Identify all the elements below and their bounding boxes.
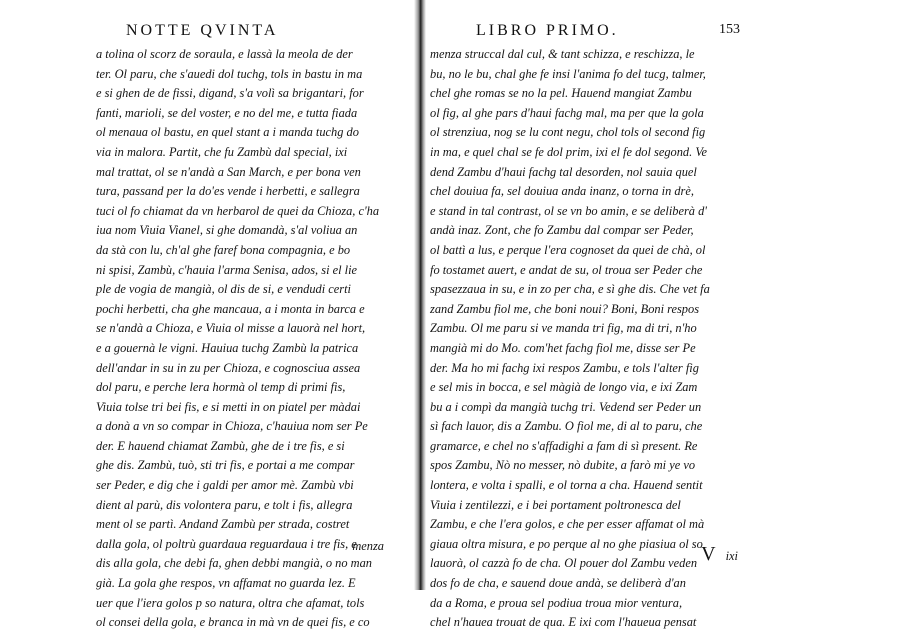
text-line: ol strenziua, nog se lu cont negu, chol tols ol second fig [430,125,706,140]
text-line: pochi herbetti, cha ghe mancaua, a i monta in barca e [96,301,365,316]
text-line: ol battì a lus, e perque l'era cognoset da quei de chà, ol [430,242,706,257]
text-line: ol fig, al ghe pars d'haui fachg mal, ma per que la gola [430,105,704,120]
catchword: menza [352,539,384,553]
text-line: da a Roma, e proua sel podiua troua mior ventura, [430,595,683,610]
text-line: a donà a vn so compar in Chioza, c'hauiua nom ser Pe [96,419,368,434]
text-line: spasezzaua in su, e in zo per cha, e sì ghe dis. Che vet fa [430,282,710,297]
right-text-block [430,45,742,633]
text-line: chel douiua fa, sel douiua anda inanz, o torna in drè, [430,184,694,199]
text-line: dos fo de cha, e sauend doue andà, se deliberà d'an [430,576,686,591]
catchword: ixi [725,549,738,563]
text-line: ol consei della gola, e branca in mà vn de quei fis, e co [96,615,370,630]
text-line: ment ol se partì. Andand Zambù per strada, costret [96,517,350,532]
text-line: ser Peder, e dig che i galdi per amor mè. Zambù vbi [96,478,354,493]
text-line: ni spisi, Zambù, c'hauia l'arma Senisa, ados, si el lie [96,262,358,277]
text-line: spos Zambu, Nò no messer, nò dubite, a farò mi ye vo [430,458,696,473]
text-line: fanti, marioli, se del voster, e no del me, e tutta fiada [96,105,358,120]
text-line: uer que l'iera golos p so natura, oltra che afamat, tols [96,595,365,610]
text-line: via in malora. Partit, che fu Zambù dal special, ixi [96,144,348,159]
text-line: e stand in tal contrast, ol se vn bo amin, e se deliberà d' [430,203,707,218]
book-gutter [414,0,426,590]
text-line: Viuia tolse tri bei fis, e si metti in on piatel per màdai [96,399,361,414]
left-page [92,22,414,630]
page-number: 153 [719,22,740,37]
signature-mark: V [701,543,716,565]
text-line: a tolina ol scorz de soraula, e lassà la meola de der [96,47,353,61]
text-line: Zambu, e che l'era golos, e che per esser affamat ol mà [430,517,705,532]
text-line: andà inaz. Zont, che fo Zambu dal compar ser Peder, [430,223,694,238]
text-line: bu a i compì da mangià tuchg tri. Vedend ser Peder un [430,399,702,414]
text-line: chel ghe romas se no la pel. Hauend mangiat Zambu [430,86,692,101]
text-line: giaua oltra misura, e po perque al no ghe piasiua ol so [430,536,703,551]
text-line: mangià mi do Mo. com'het fachg fiol me, disse ser Pe [430,340,696,355]
text-line: tura, passand per la do'es vende i herbetti, e sallegra [96,184,360,199]
text-line: chel n'hauea trouat de qua. E ixi com l'haueua pensat [430,615,697,630]
text-line: dend Zambu d'haui fachg tal desorden, nol sauia quel [430,164,697,179]
right-page [426,22,742,630]
text-line: lontera, e volta i spalli, e ol torna a cha. Hauend sentit [430,478,703,493]
text-line: ple de vogia de mangià, ol dis de si, e vendudi certi [96,282,351,297]
text-line: in ma, e quel chal se fe dol prim, ixi el fe dol segond. Ve [430,144,708,159]
text-line: dalla gola, ol poltrù guardaua reguardaua i tre fis, e [96,536,357,551]
text-line: iua nom Viuia Vianel, si ghe domandà, s'al voliua an [96,223,358,238]
text-line: dol paru, e perche lera hormà ol temp di primi fis, [96,380,346,395]
text-line: da stà con lu, ch'al ghe faref bona compagnia, e bo [96,242,351,257]
text-line: lauorà, ol cazzà fo de cha. Ol pouer dol Zambu veden [430,556,698,571]
text-line: se n'andà a Chioza, e Viuia ol misse a lauorà nel hort, [96,321,366,336]
text-line: bu, no le bu, chal ghe fe insi l'anima fo del tucg, talmer, [430,66,706,81]
text-line: e sel mis in bocca, e sel màgià de longo via, e ixi Zam [430,380,698,395]
text-line: der. Ma ho mi fachg ixi respos Zambu, e tols l'alter fig [430,360,699,375]
running-head: LIBRO PRIMO. [476,22,619,39]
running-head: NOTTE QVINTA [126,22,279,39]
text-line: già. La gola ghe respos, vn affamat no guarda lez. E [96,576,356,591]
text-line: mal trattat, ol se n'andà a San March, e per bona ven [96,164,361,179]
text-line: sì fach lauor, dis a Zambu. O fiol me, di al to paru, che [430,419,703,434]
text-line: ter. Ol paru, che s'auedi dol tuchg, tols in bastu in ma [96,66,363,81]
text-line: fo tostamet auert, e andat de su, ol troua ser Peder che [430,262,703,277]
text-line: ghe dis. Zambù, tuò, sti tri fis, e portai a me compar [96,458,355,473]
text-line: menza struccal dal cul, & tant schizza, e reschizza, le [430,47,695,61]
text-line: Viuia i zentilezzi, e i bei portament poltronesca del [430,497,681,512]
signature-and-catchword [701,543,738,566]
text-line: dient al parù, dis volontera paru, e tolt i fis, allegra [96,497,353,512]
text-line: gramarce, e chel no s'affadighi a fam di sì present. Re [430,438,698,453]
text-line: ol menaua ol bastu, en quel stant a i manda tuchg do [96,125,359,140]
text-line: dis alla gola, che debi fa, ghen debbi mangià, o no man [96,556,373,571]
text-line: Zambu. Ol me paru si ve manda tri fig, ma di tri, n'ho [430,321,697,336]
text-line: zand Zambu fiol me, che boni noui? Boni, Boni respos [430,301,700,316]
text-line: der. E hauend chiamat Zambù, ghe de i tre fis, e si [96,438,345,453]
text-line: tuci ol fo chiamat da vn herbarol de quei da Chioza, c'ha [96,203,380,218]
text-line: e si ghen de de fissi, digand, s'a volì sa brigantari, for [96,86,364,101]
text-line: dell'andar in su in zu per Chioza, e cognosciua assea [96,360,361,375]
text-line: e a gouernà le vigni. Hauiua tuchg Zambù la patrica [96,340,359,355]
